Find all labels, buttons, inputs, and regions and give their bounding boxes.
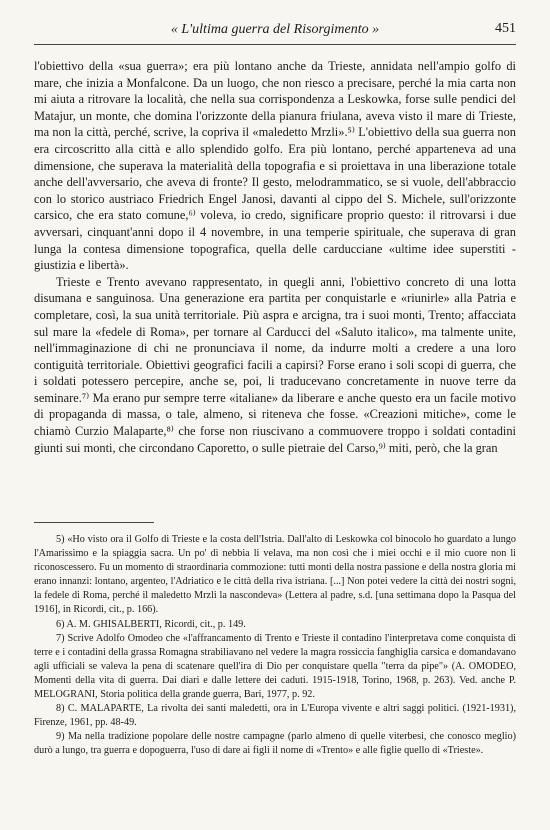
page-number: 451 xyxy=(495,21,516,36)
paragraph: Trieste e Trento avevano rappresentato, in quegli anni, l'obiettivo concreto di una lotta disumana e sanguinosa. Una generazione era partita per conquistarle e «riunirle» alla Patria e completare, così, la sua unità territoriale. Più aspra e arcigna, tra i suoi monti, Trento; affacciata sul mare la «fedele di Roma», per tornare al Carducci del «Saluto italico», ma talmente unite, nell'immaginazione di chi ne pronunciava il nome, da indurre molti a credere a una loro contiguità territoriale. Obiettivi geografici facili a capirsi? Forse erano i soli scopi di guerra, che i soldati potessero percepire, anche se, poi, li traducevano concretamente in nuove terre da seminare.⁷⁾ Ma erano pur sempre terre «italiane» da liberare e anche questo era un facile motivo di propaganda di massa, o tale, almeno, si riteneva che fosse. «Creazioni mitiche», come le chiamò Curzio Malaparte,⁸⁾ che forse non riuscivano a commuovere troppo i soldati contadini giunti sui monti, che circondano Caporetto, o sulle pietraie del Carso,⁹⁾ miti, però, che la gran xyxy=(34,274,516,455)
paragraph: l'obiettivo della «sua guerra»; era più lontano anche da Trieste, annidata nell'ampio golfo di mare, che inizia a Monfalcone. Da un luogo, che non riesco a precisare, perché la mia carta non mi aiuta a ritrovare la località, che nella sua corrispondenza a Leskowka, forse sulle pendici del Matajur, un monte, che domina l'orizzonte della pianura friulana, aveva visto il mare di Trieste, ma non la città, perché, scrive, la copriva il «maledetto Mrzli».⁵⁾ L'obiettivo della sua guerra non era circoscritto alla città e allo splendido golfo. Era più lontano, perché apparteneva ad una dimensione, che superava la materialità della topografia e si proiettava in una liberazione totale anche dell'avversario, che aveva di fronte? Il gesto, melodrammatico, se si vuole, dell'abbraccio con lo storico austriaco Friedrich Engel Janosi, davanti al cippo del S. Michele, sull'orizzonte carsico, che era stato comune,⁶⁾ voleva, io credo, significare proprio questo: il ritrovarsi i due avversari, cinquant'anni dopo il 4 novembre, in una temperie spirituale, che superava di gran lunga la contesa dimensione topografica, quella delle carducciane «ultime idee superstiti - giustizia e libertà». xyxy=(34,59,516,273)
body-text xyxy=(34,58,516,456)
footnote-rule xyxy=(34,522,154,523)
footnote-5: 5) «Ho visto ora il Golfo di Trieste e la costa dell'Istria. Dall'alto di Leskowka col binocolo ho guardato a lungo l'Amarissimo e la spiaggia sacra. Un po' di nebbia li velava, ma non così che i miei occhi e il mio cuore non li riconoscessero. Fu un momento di straordinaria commozione: tutti monti della nostra passione e della nostra gloria mi erano innanzi: lontano, argenteo, l'Adriatico e le città della riva istriana. [...] Non potei vedere la città dei nostri sogni, la fedele di Roma, perché il maledetto Mrzli la nascondeva» (Lettera al padre, s.d. [una settimana dopo la Pasqua del 1916], in Ricordi, cit., p. 166). xyxy=(34,534,516,616)
footnote-8: 8) C. MALAPARTE, La rivolta dei santi maledetti, ora in L'Europa vivente e altri saggi politici. (1921-1931), Firenze, 1961, pp. 48-49. xyxy=(34,703,516,729)
page-header xyxy=(34,22,516,42)
footnote-7: 7) Scrive Adolfo Omodeo che «l'affrancamento di Trento e Trieste il contadino l'interpretava come conquista di terre e i contadini della grassa Romagna strabiliavano nel vedere la magra rossiccia fanghiglia carsica e domandavano agli ufficiali se valeva la pena di scatenare quell'ira di Dio per conquistare quella "terra da pipe"» (A. OMODEO, Momenti della vita di guerra. Dai diari e dalle lettere dei caduti. 1915-1918, Torino, 1968, p. 263). Ved. anche P. MELOGRANI, Storia politica della grande guerra, Bari, 1977, p. 92. xyxy=(34,632,516,701)
footnote-9: 9) Ma nella tradizione popolare delle nostre campagne (parlo almeno di quelle viterbesi, che conosco meglio) durò a lungo, tra guerra e dopoguerra, l'uso di dare ai figli il nome di «Trento» e alle figlie quello di «Trieste». xyxy=(34,731,516,757)
running-title: « L'ultima guerra del Risorgimento » xyxy=(170,22,380,37)
header-rule xyxy=(34,44,516,45)
footnotes xyxy=(34,533,516,759)
footnote-6: 6) A. M. GHISALBERTI, Ricordi, cit., p. 149. xyxy=(56,618,246,630)
